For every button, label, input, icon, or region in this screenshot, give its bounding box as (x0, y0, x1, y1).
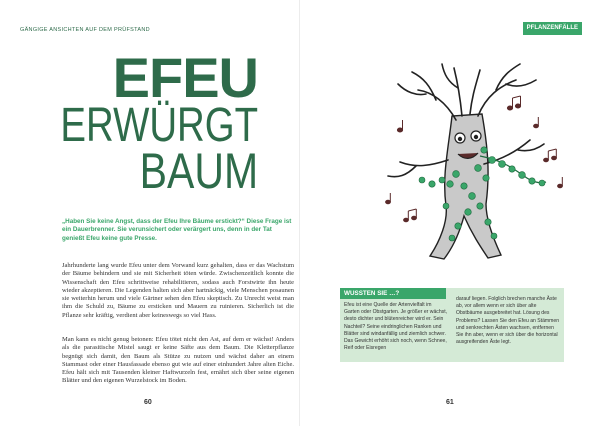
page-number-right: 61 (446, 399, 454, 406)
info-box (340, 288, 564, 362)
page-number-left: 60 (144, 399, 152, 406)
running-head: GÄNGIGE ANSICHTEN AUF DEM PRÜFSTAND (20, 27, 150, 33)
article-title (11, 46, 258, 199)
right-page (300, 0, 600, 426)
info-box-column-1: Efeu ist eine Quelle der Artenvielfalt im Garten oder Obstgarten. Je größer er wächst, desto dichter und blütenreicher wird er. Sein Nachteil? Seine eindringlichen Ranken und Blätter sind windanfällig und ziemlich schwer. Das Gewicht erhöht sich noch, wenn Schnee, Reif oder Eisregen (344, 302, 448, 352)
info-box-heading: WUSSTEN SIE …? (340, 288, 446, 299)
info-box-column-2: darauf liegen. Folglich brechen manche Äste ab, vor allem wenn er sich über alte Obstbäume ausgebreitet hat. Lösung des Problems? Lassen Sie den Efeu an Stämmen und senkrechten Ästen wachsen, entfernen Sie ihn aber, wenn er sich über die horizontal ausgreifenden Äste legt. (456, 296, 560, 346)
body-paragraph-1: Jahrhunderte lang wurde Efeu unter dem Vorwand kurz gehalten, dass er das Wachstum der Bäume behindern und sie mit Sicherheit töten würde. Zwischenzeitlich konnte die Wissenschaft den Efeu schrittweise rehabilitieren, sodass auch Forstwirte ihn heute wieder akzeptieren. Die Legenden halten sich aber hartnäckig, viele Menschen posaunen sie weiterhin herum und viele Gärtner sehen den Efeu skeptisch. Zu Unrecht weist man ihm die Schuld zu, Bäume zu ersticken und Mauern zu ruinieren. Sicherlich ist die Pflanze sehr kräftig, verdient aber keineswegs so viel Hass. (62, 262, 294, 319)
title-line-1: EFEU (112, 46, 258, 109)
title-line-3: BAUM (139, 142, 258, 199)
section-tab: PFLANZENFÄLLE (523, 22, 582, 35)
body-paragraph-2: Man kann es nicht genug betonen: Efeu tötet nicht den Ast, auf dem er wächst! Anders als die parasitische Mistel saugt er keine Säfte aus dem Baum. Die Kletterpflanze begnügt sich damit, den Baum als Stütze zu nutzen und wächst daher an einem Stammast oder einer Hausfassade ebenso gut wie auf einer einhundert Jahre alten Eiche. Efeu hält sich mit Tausenden kleiner Haftwurzeln fest, ernährt sich über seine eigenen Blätter und den eigenen Wurzelstock im Boden. (62, 336, 294, 385)
dancing-tree-illustration (360, 56, 578, 266)
lead-paragraph: „Haben Sie keine Angst, dass der Efeu Ihre Bäume erstickt?“ Diese Frage ist ein Dauerbrenner. Sie verunsichert oder verärgert uns, denn in der Tat genießt Efeu keine gute Presse. (62, 218, 292, 242)
title-line-2: ERWÜRGT (60, 98, 258, 152)
